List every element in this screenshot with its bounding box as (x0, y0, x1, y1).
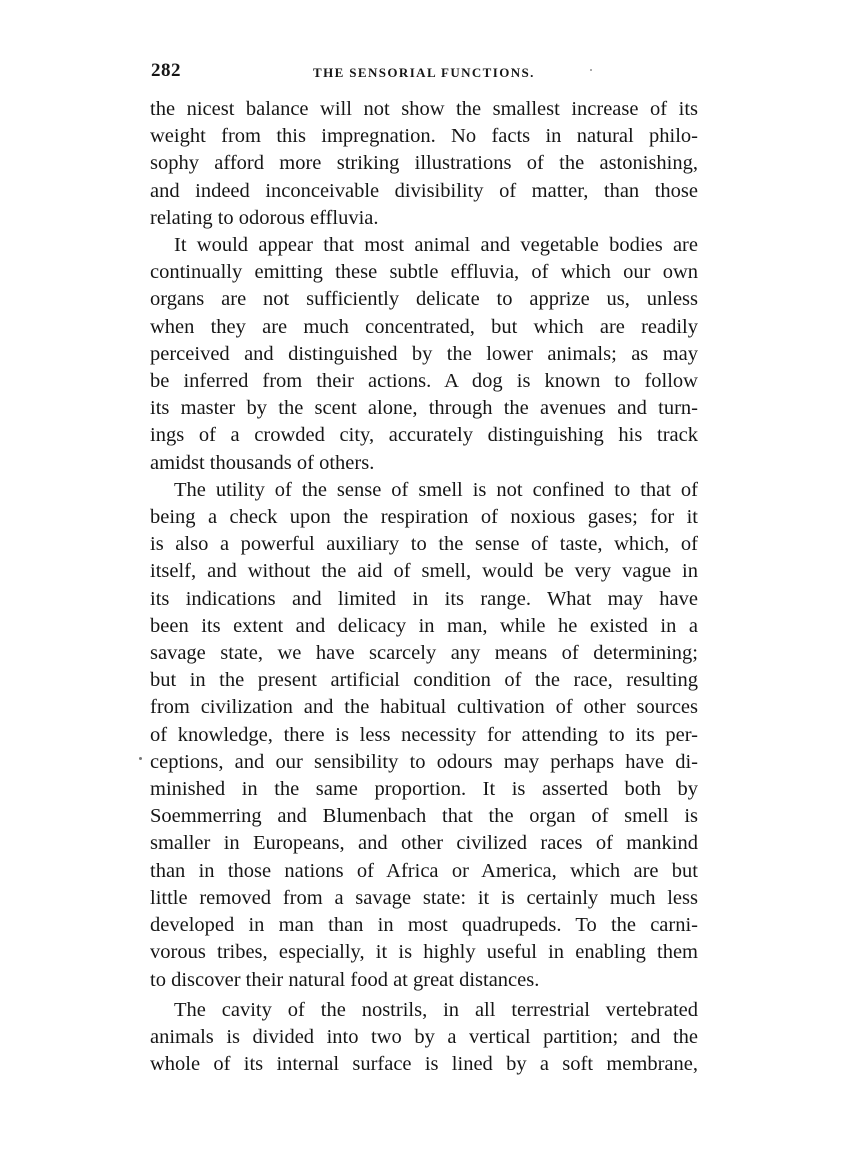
text-line: savage state, we have scarcely any means of determining; (150, 642, 698, 665)
text-line: sophy afford more striking illustrations of the astonishing, (150, 152, 698, 175)
running-title: THE SENSORIAL FUNCTIONS. (313, 65, 535, 80)
text-line: be inferred from their actions. A dog is known to follow (150, 370, 698, 393)
paragraph (150, 96, 698, 232)
paper-speck (590, 69, 592, 71)
text-line: to discover their natural food at great distances. (150, 968, 540, 991)
text-line: from civilization and the habitual cultivation of other sources (150, 696, 698, 719)
text-line: its indications and limited in its range. What may have (150, 587, 698, 610)
text-line: been its extent and delicacy in man, while he existed in a (150, 614, 698, 637)
body-text (150, 96, 698, 1078)
text-line: amidst thousands of others. (150, 451, 375, 474)
text-line: The utility of the sense of smell is not confined to that of (174, 478, 698, 501)
margin-speck (139, 757, 142, 760)
text-line: and indeed inconceivable divisibility of matter, than those (150, 179, 698, 202)
text-line: The cavity of the nostrils, in all terrestrial vertebrated (174, 998, 698, 1021)
text-line: little removed from a savage state: it is certainly much less (150, 886, 698, 909)
text-line: ings of a crowded city, accurately distinguishing his track (150, 424, 698, 447)
book-page (150, 60, 698, 1078)
paragraph (150, 232, 698, 477)
text-line: minished in the same proportion. It is asserted both by (150, 778, 698, 801)
paragraph (150, 997, 698, 1079)
text-line: organs are not sufficiently delicate to apprize us, unless (150, 288, 698, 311)
text-line: relating to odorous effluvia. (150, 206, 379, 229)
text-line: It would appear that most animal and vegetable bodies are (174, 234, 698, 257)
text-line: than in those nations of Africa or America, which are but (150, 859, 698, 882)
text-line: vorous tribes, especially, it is highly useful in enabling them (150, 941, 698, 964)
text-line: continually emitting these subtle effluvia, of which our own (150, 261, 698, 284)
text-line: developed in man than in most quadrupeds. To the carni- (150, 914, 698, 937)
text-line: Soemmerring and Blumenbach that the organ of smell is (150, 805, 698, 828)
text-line: the nicest balance will not show the smallest increase of its (150, 98, 698, 120)
text-line: being a check upon the respiration of noxious gases; for it (150, 506, 698, 529)
text-line: its master by the scent alone, through the avenues and turn- (150, 397, 698, 420)
running-head (150, 60, 698, 84)
text-line: weight from this impregnation. No facts in natural philo- (150, 125, 698, 148)
text-line: whole of its internal surface is lined by a soft membrane, (150, 1053, 698, 1076)
text-line: but in the present artificial condition of the race, resulting (150, 669, 698, 692)
text-line: of knowledge, there is less necessity for attending to its per- (150, 723, 698, 746)
text-line: is also a powerful auxiliary to the sense of taste, which, of (150, 533, 698, 556)
paragraph (150, 477, 698, 994)
text-line: when they are much concentrated, but which are readily (150, 315, 698, 338)
text-line: perceived and distinguished by the lower animals; as may (150, 342, 698, 365)
text-line: ceptions, and our sensibility to odours may perhaps have di- (150, 750, 698, 773)
text-line: animals is divided into two by a vertical partition; and the (150, 1025, 698, 1048)
page-number: 282 (151, 60, 181, 81)
text-line: smaller in Europeans, and other civilized races of mankind (150, 832, 698, 855)
text-line: itself, and without the aid of smell, would be very vague in (150, 560, 698, 583)
